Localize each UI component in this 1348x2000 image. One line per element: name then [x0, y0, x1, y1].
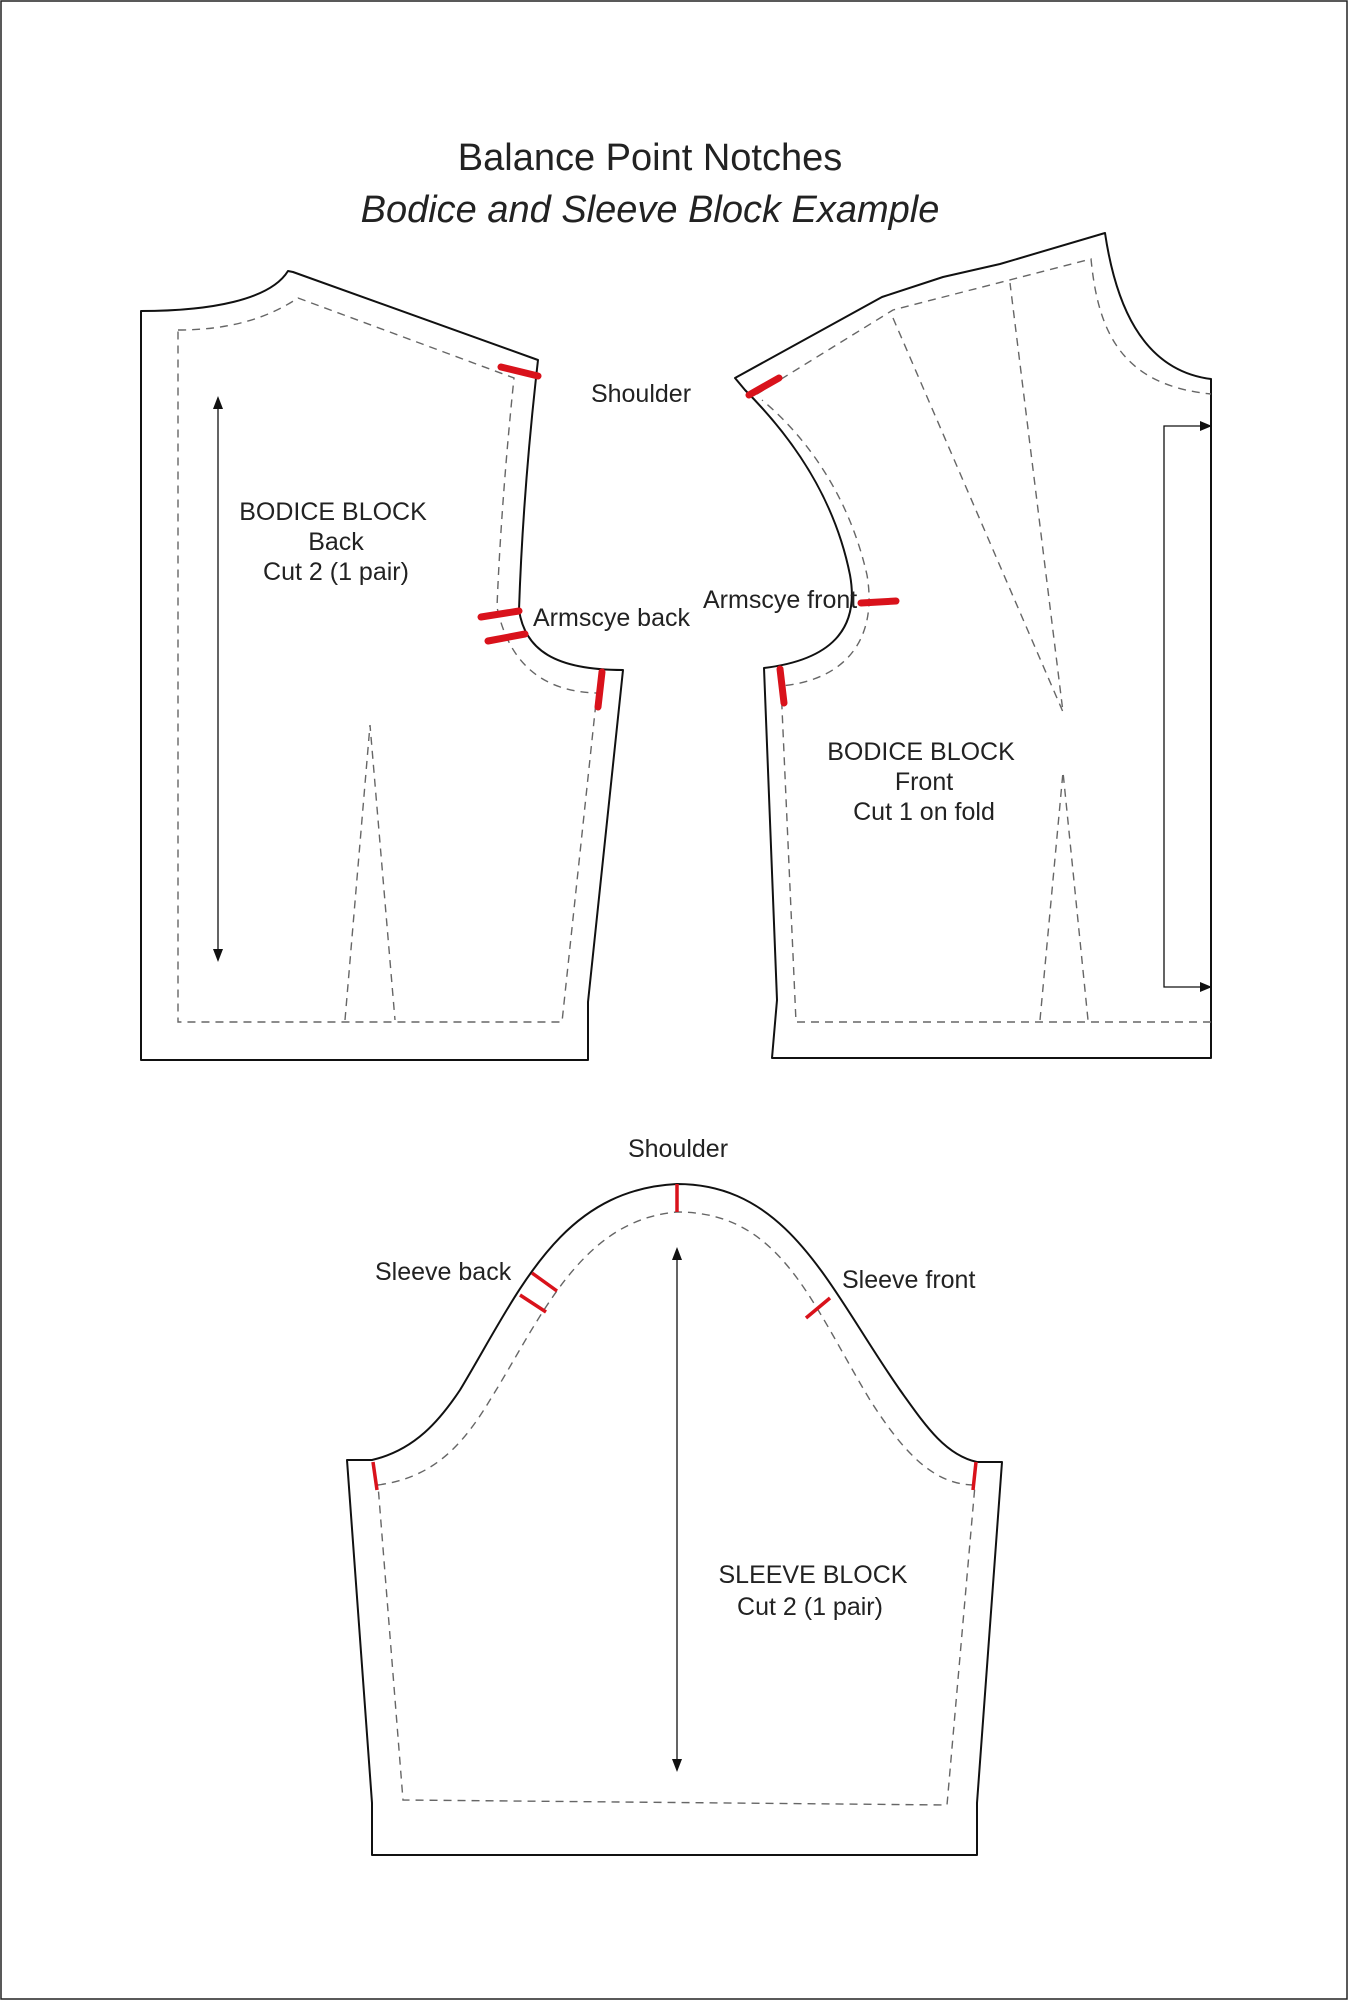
bodice-front-underarm-notch	[780, 669, 784, 703]
sleeve-label-title: SLEEVE BLOCK	[718, 1561, 908, 1589]
bodice-front-fold-line	[1164, 421, 1212, 992]
sleeve-shoulder-label: Shoulder	[627, 1135, 729, 1163]
bodice-front-bust-dart	[893, 283, 1063, 712]
sleeve-back-notch-2	[520, 1295, 546, 1312]
bodice-front-label-cut: Cut 1 on fold	[853, 798, 995, 826]
sleeve-grainline	[672, 1247, 682, 1772]
bodice-front-label-piece: Front	[894, 768, 954, 796]
bodice-back-armscye-notch-2	[488, 634, 525, 641]
sleeve-back-label: Sleeve back	[375, 1258, 512, 1286]
armscye-front-label: Armscye front	[703, 586, 858, 614]
bodice-back-label-cut: Cut 2 (1 pair)	[263, 558, 409, 586]
armscye-back-label: Armscye back	[533, 604, 690, 632]
sleeve-label-cut: Cut 2 (1 pair)	[737, 1593, 883, 1621]
bodice-back-piece	[141, 271, 623, 1060]
bodice-back-armscye-notch-1	[481, 611, 519, 617]
sleeve-underarm-front-notch	[973, 1462, 976, 1490]
bodice-front-armscye-notch	[861, 601, 896, 603]
bodice-back-label-piece: Back	[308, 528, 364, 556]
sleeve-front-notch	[806, 1298, 830, 1318]
bodice-back-dart	[345, 725, 395, 1020]
bodice-shoulder-label: Shoulder	[590, 380, 692, 408]
bodice-back-label-title: BODICE BLOCK	[239, 498, 427, 526]
sleeve-back-notch-1	[532, 1273, 557, 1291]
bodice-back-underarm-notch	[598, 672, 602, 707]
diagram-subtitle: Bodice and Sleeve Block Example	[360, 189, 940, 231]
bodice-front-piece	[735, 233, 1212, 1058]
bodice-front-outline	[735, 233, 1211, 1058]
sleeve-front-label: Sleeve front	[842, 1266, 976, 1294]
bodice-front-label-title: BODICE BLOCK	[827, 738, 1015, 766]
bodice-back-seam-allowance	[178, 298, 597, 1022]
bodice-front-shoulder-notch	[749, 378, 779, 395]
bodice-back-shoulder-notch	[501, 367, 538, 376]
bodice-front-seam-allowance	[757, 259, 1211, 1022]
bodice-back-outline	[141, 271, 623, 1060]
diagram-title: Balance Point Notches	[457, 137, 843, 179]
page-border	[1, 1, 1347, 1999]
bodice-back-grainline	[213, 396, 223, 962]
bodice-front-waist-dart	[1040, 772, 1088, 1020]
sleeve-underarm-back-notch	[373, 1462, 377, 1490]
